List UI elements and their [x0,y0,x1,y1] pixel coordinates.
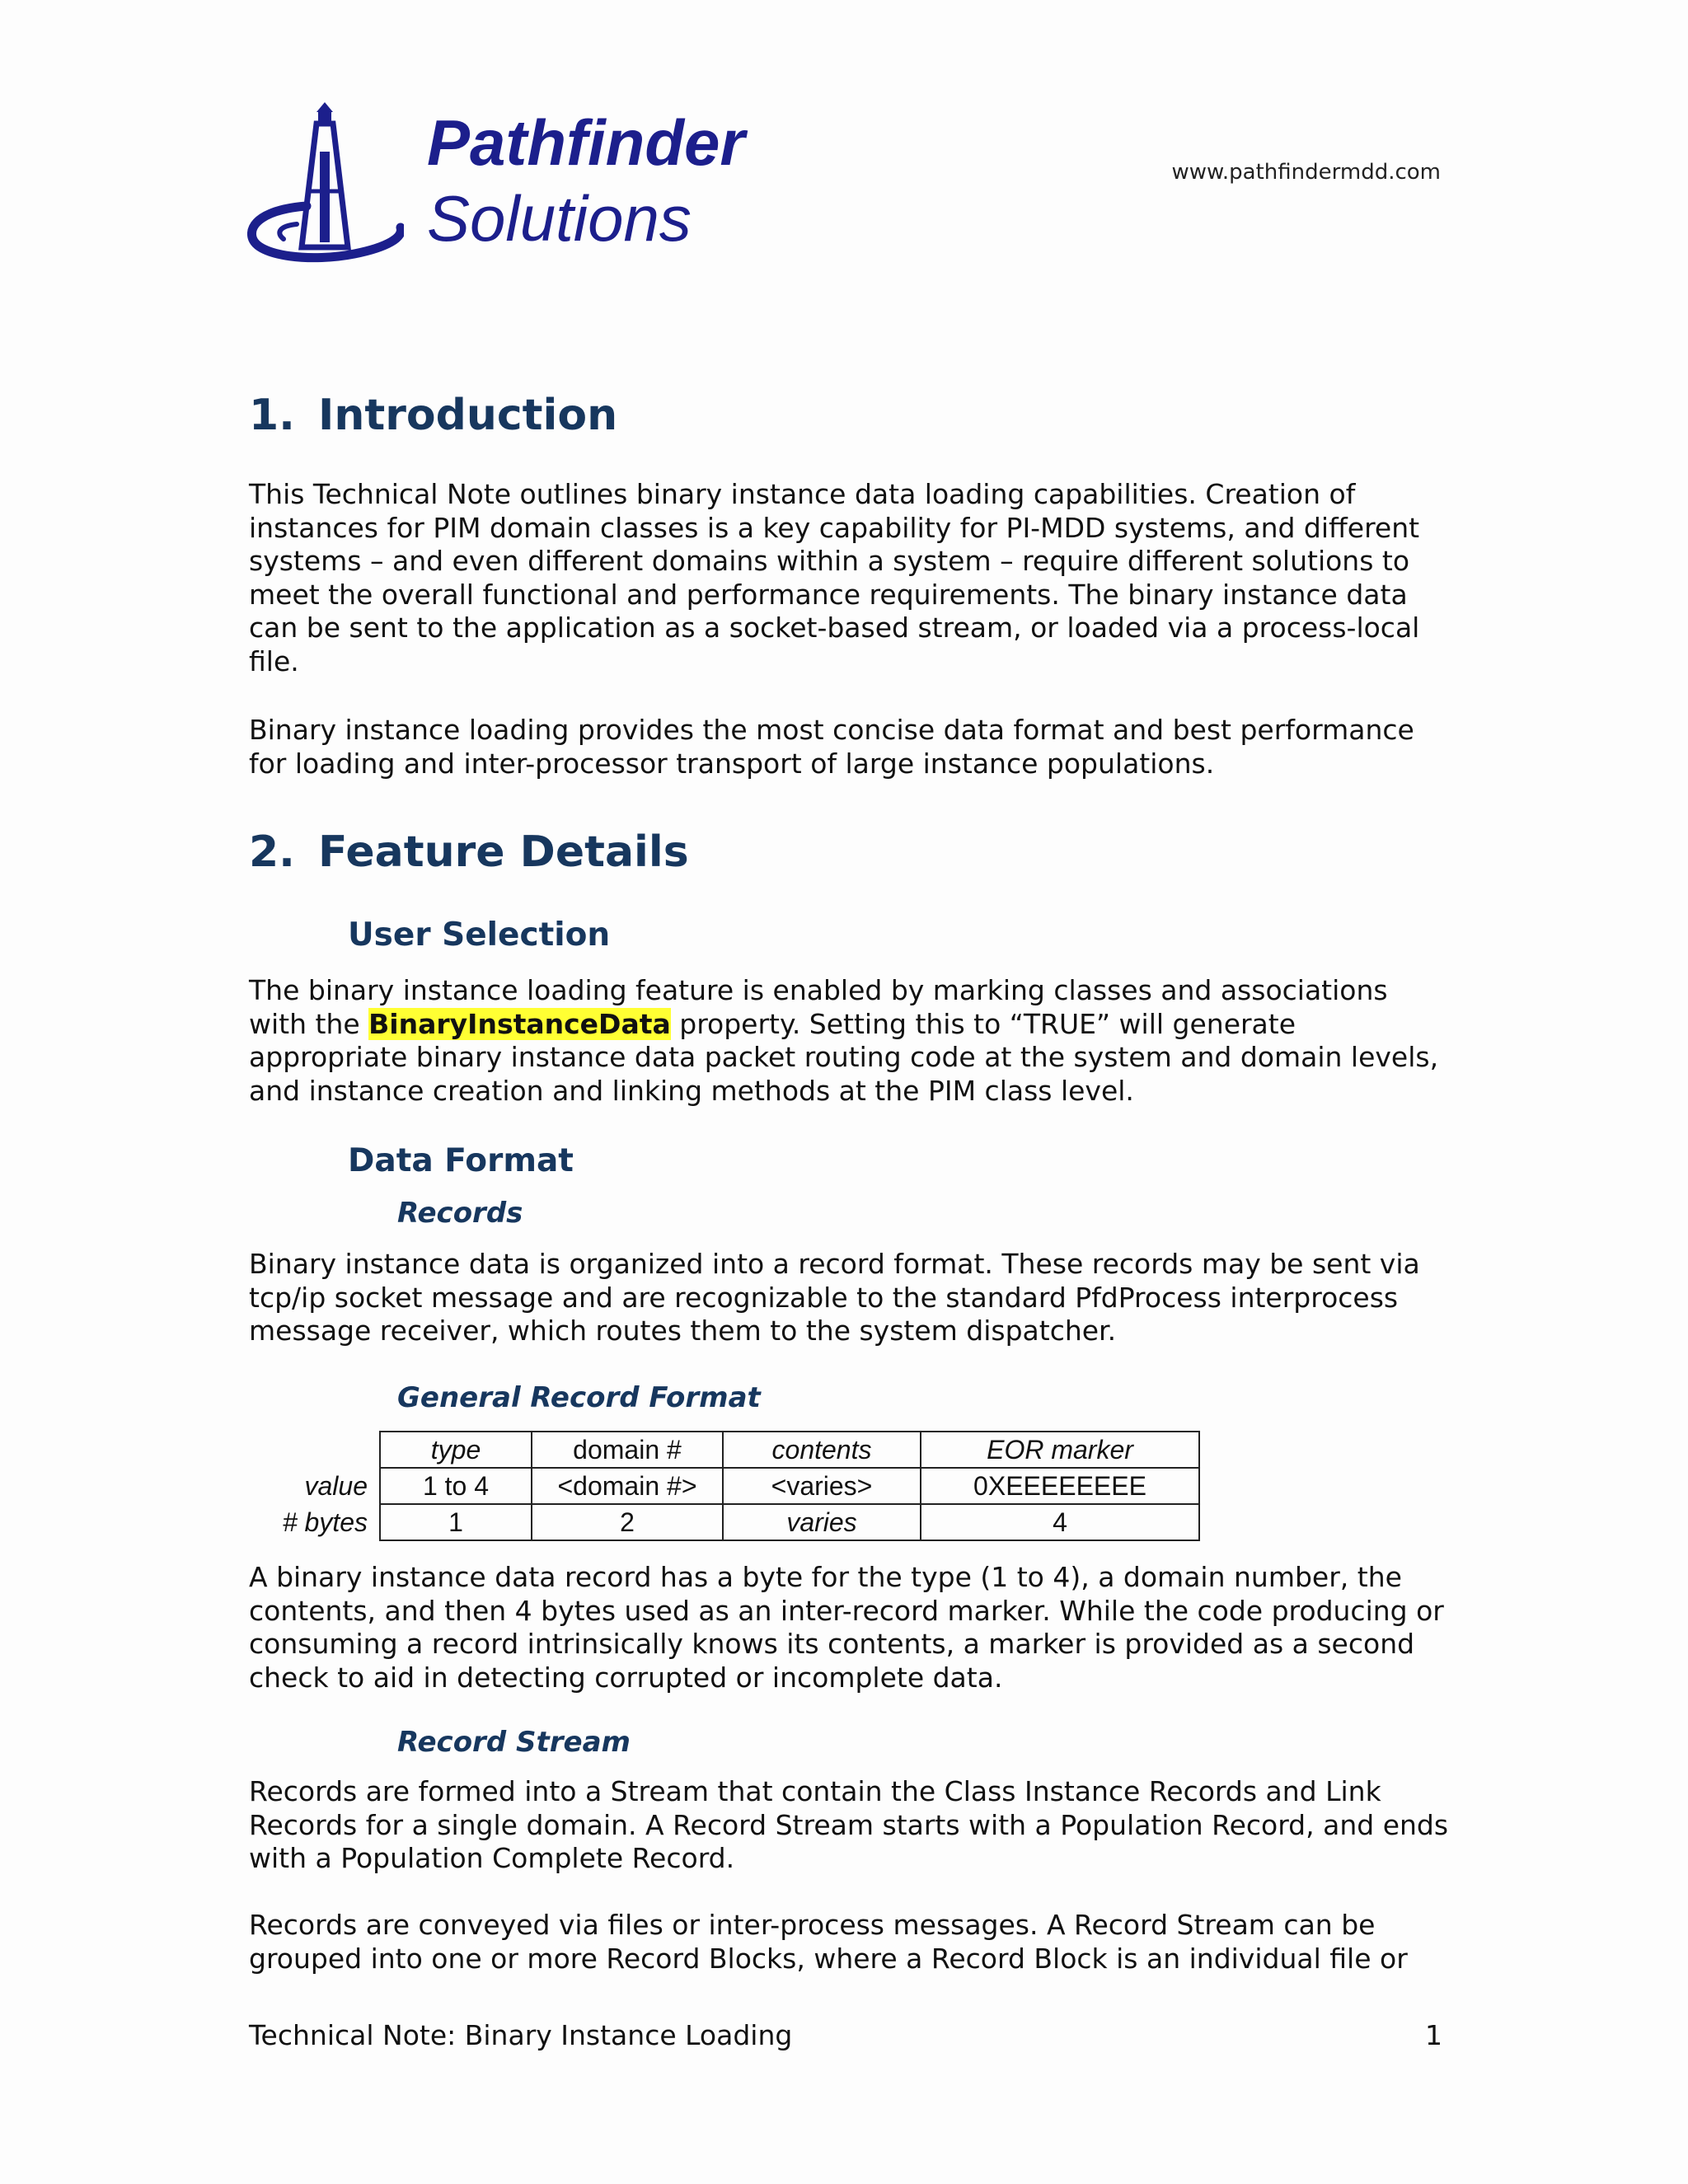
table-cell: varies [723,1504,921,1540]
highlighted-property: BinaryInstanceData [368,1007,671,1040]
pathfinder-logo [247,97,824,270]
text-span: The binary instance loading feature is enabled by marking classes and associations with the [249,974,1388,1040]
table-cell: 1 to 4 [380,1468,532,1504]
table-cell: 0XEEEEEEEE [921,1468,1199,1504]
subheading-records: Records [397,1197,523,1230]
heading-number: 2. [249,827,295,877]
heading-title: Introduction [318,391,618,440]
table-header-cell: type [380,1432,532,1468]
record-stream-paragraph-1: Records are formed into a Stream that contain the Class Instance Records and Link Records for a single domain. A Record Stream starts with a Population Record, and ends with a Population Complete Record. [249,1775,1449,1875]
logo-text-pathfinder: Pathfinder [427,106,745,179]
table-cell: <domain #> [532,1468,723,1504]
heading-feature-details [249,827,689,877]
row-label-value: value [304,1470,368,1501]
logo-text-solutions: Solutions [427,182,692,255]
heading-introduction [249,391,617,440]
heading-number: 1. [249,391,295,440]
subheading-data-format: Data Format [348,1142,574,1179]
record-format-table [247,1431,1200,1541]
record-format-paragraph: A binary instance data record has a byte for the type (1 to 4), a domain number, the contents, and then 4 bytes used as an inter-record marker. While the code producing or consuming a record intrinsically knows its contents, a marker is provided as a second check to aid in detecting corrupted or incomplete data. [249,1561,1444,1694]
row-label-bytes: # bytes [282,1507,368,1537]
page-number: 1 [1425,2019,1442,2051]
subheading-general-record-format: General Record Format [397,1381,761,1414]
table-cell: 1 [380,1504,532,1540]
intro-paragraph-2: Binary instance loading provides the most concise data format and best performance for loading and inter-processor transport of large instance populations. [249,714,1414,780]
user-selection-paragraph [249,974,1452,1108]
heading-title: Feature Details [318,827,689,877]
table-cell: <varies> [723,1468,921,1504]
records-paragraph: Binary instance data is organized into a record format. These records may be sent via tcp/ip socket message and are recognizable to the standard PfdProcess interprocess message receiver, which routes them to the system dispatcher. [249,1248,1420,1347]
table-header-row [247,1432,1199,1468]
table-header-cell: domain # [532,1432,723,1468]
record-stream-paragraph-2: Records are conveyed via files or inter-process messages. A Record Stream can be grouped into one or more Record Blocks, where a Record Block is an individual file or [249,1909,1408,1975]
table-header-cell: EOR marker [921,1432,1199,1468]
table-cell: 2 [532,1504,723,1540]
subheading-user-selection: User Selection [348,916,611,954]
table-corner [247,1432,380,1468]
text-span: property. Setting this to “TRUE” will generate appropriate binary instance data packet routing code at the system and domain levels, and instance creation and linking methods at the PIM class level. [249,1007,1439,1107]
subheading-record-stream: Record Stream [397,1726,631,1759]
table-row [247,1504,1199,1540]
website-url: www.pathfindermdd.com [1171,160,1441,185]
table-cell: 4 [921,1504,1199,1540]
table-row [247,1468,1199,1504]
table-header-cell: contents [723,1432,921,1468]
intro-paragraph-1: This Technical Note outlines binary instance data loading capabilities. Creation of instances for PIM domain classes is a key capability for PI-MDD systems, and different systems – and even different domains within a system – require different solutions to meet the overall functional and performance requirements. The binary instance data can be sent to the application as a socket-based stream, or loaded via a process-local file. [249,478,1420,677]
footer-title: Technical Note: Binary Instance Loading [249,2019,793,2051]
lighthouse-logo-icon [247,101,404,265]
